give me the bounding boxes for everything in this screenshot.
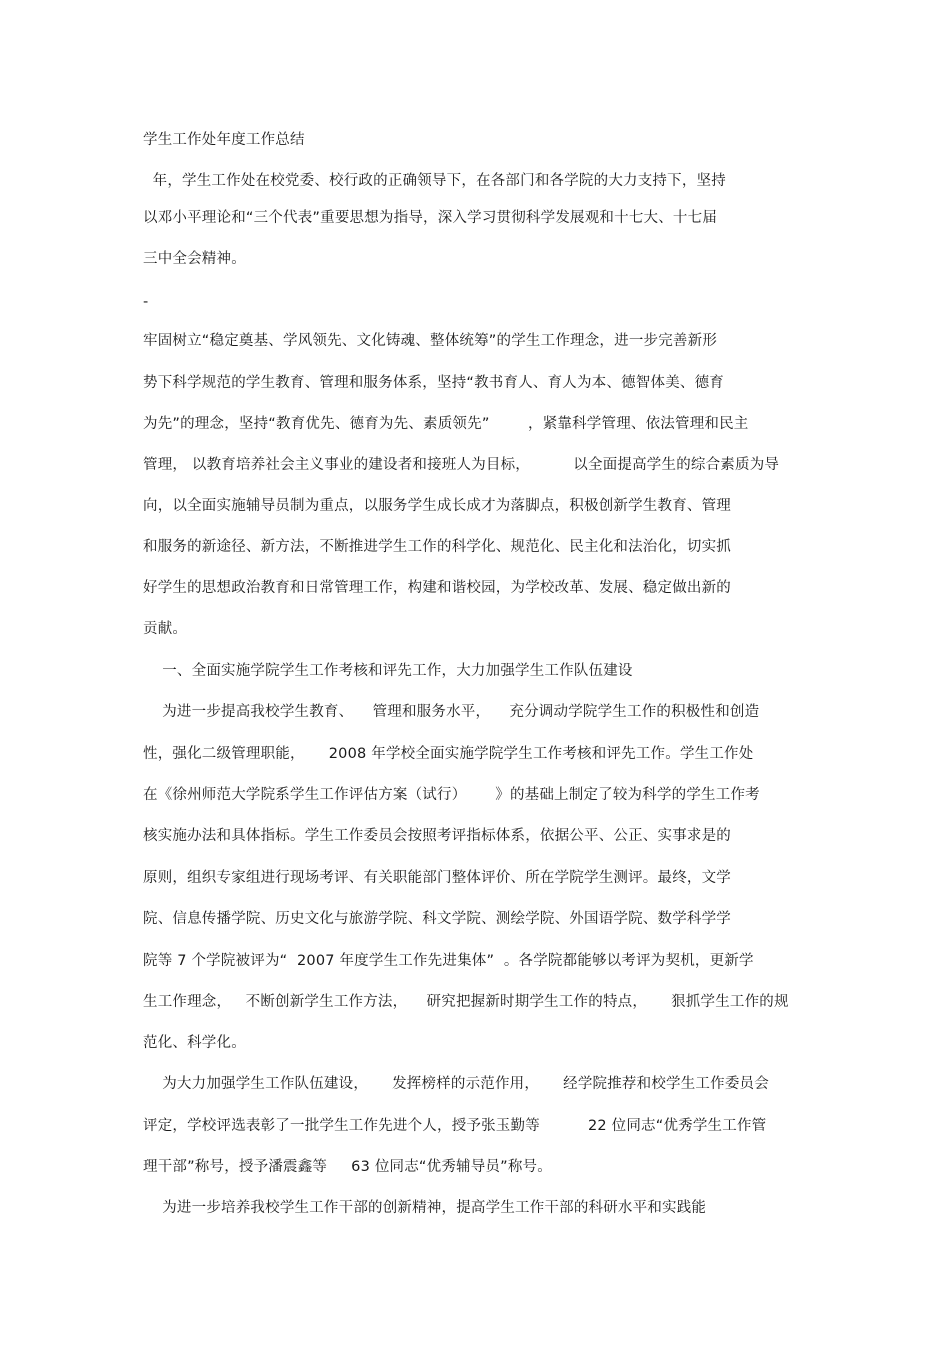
paragraph-line: 性，强化二级管理职能， 2008 年学校全面实施学院学生工作考核和评先工作。学生工作处: [143, 746, 754, 762]
paragraph-line: 为大力加强学生工作队伍建设， 发挥榜样的示范作用， 经学院推荐和校学生工作委员会: [143, 1076, 769, 1092]
paragraph-line: 为先”的理念，坚持“教育优先、德育为先、素质领先” ，紧靠科学管理、依法管理和民主: [143, 416, 749, 432]
paragraph-line: 在《徐州师范大学院系学生工作评估方案（试行） 》的基础上制定了较为科学的学生工作考: [143, 787, 760, 803]
paragraph-line: 向，以全面实施辅导员制为重点，以服务学生成长成才为落脚点，积极创新学生教育、管理: [143, 498, 731, 514]
paragraph-line: 院、信息传播学院、历史文化与旅游学院、科文学院、测绘学院、外国语学院、数学科学学: [143, 911, 731, 927]
paragraph-line: 管理， 以教育培养社会主义事业的建设者和接班人为目标， 以全面提高学生的综合素质为导: [143, 457, 780, 473]
separator-mark: -: [143, 294, 149, 310]
paragraph-line: 好学生的思想政治教育和日常管理工作，构建和谐校园，为学校改革、发展、稳定做出新的: [143, 580, 731, 596]
section-heading: 一、全面实施学院学生工作考核和评先工作，大力加强学生工作队伍建设: [143, 663, 633, 679]
paragraph-line: 和服务的新途径、新方法，不断推进学生工作的科学化、规范化、民主化和法治化，切实抓: [143, 539, 731, 555]
paragraph-line: 生工作理念， 不断创新学生工作方法， 研究把握新时期学生工作的特点， 狠抓学生工作的规: [143, 994, 789, 1010]
paragraph-line: 为进一步培养我校学生工作干部的创新精神，提高学生工作干部的科研水平和实践能: [143, 1200, 707, 1216]
paragraph-line: 评定，学校评选表彰了一批学生工作先进个人，授予张玉勤等 22 位同志“优秀学生工作管: [143, 1118, 767, 1134]
paragraph-line: 为进一步提高我校学生教育、 管理和服务水平， 充分调动学院学生工作的积极性和创造: [143, 704, 760, 720]
paragraph-line: 三中全会精神。: [143, 251, 246, 267]
paragraph-line: 势下科学规范的学生教育、管理和服务体系，坚持“教书育人、育人为本、德智体美、德育: [143, 375, 725, 391]
paragraph-line: 核实施办法和具体指标。学生工作委员会按照考评指标体系，依据公平、公正、实事求是的: [143, 828, 731, 844]
paragraph-line: 理干部”称号，授予潘震鑫等 63 位同志“优秀辅导员”称号。: [143, 1159, 552, 1175]
paragraph-line: 牢固树立“稳定奠基、学风领先、文化铸魂、整体统筹”的学生工作理念，进一步完善新形: [143, 333, 718, 349]
paragraph-line: 原则，组织专家组进行现场考评、有关职能部门整体评价、所在学院学生测评。最终，文学: [143, 870, 731, 886]
paragraph-line: 年，学生工作处在校党委、校行政的正确领导下，在各部门和各学院的大力支持下，坚持: [143, 173, 726, 189]
paragraph-line: 院等 7 个学院被评为“ 2007 年度学生工作先进集体” 。各学院都能够以考评为契机，更新学: [143, 953, 754, 969]
document-title: 学生工作处年度工作总结: [143, 132, 305, 148]
paragraph-line: 贡献。: [143, 621, 188, 637]
paragraph-line: 以邓小平理论和“三个代表”重要思想为指导，深入学习贯彻科学发展观和十七大、十七届: [143, 210, 718, 226]
paragraph-line: 范化、科学化。: [143, 1035, 246, 1051]
